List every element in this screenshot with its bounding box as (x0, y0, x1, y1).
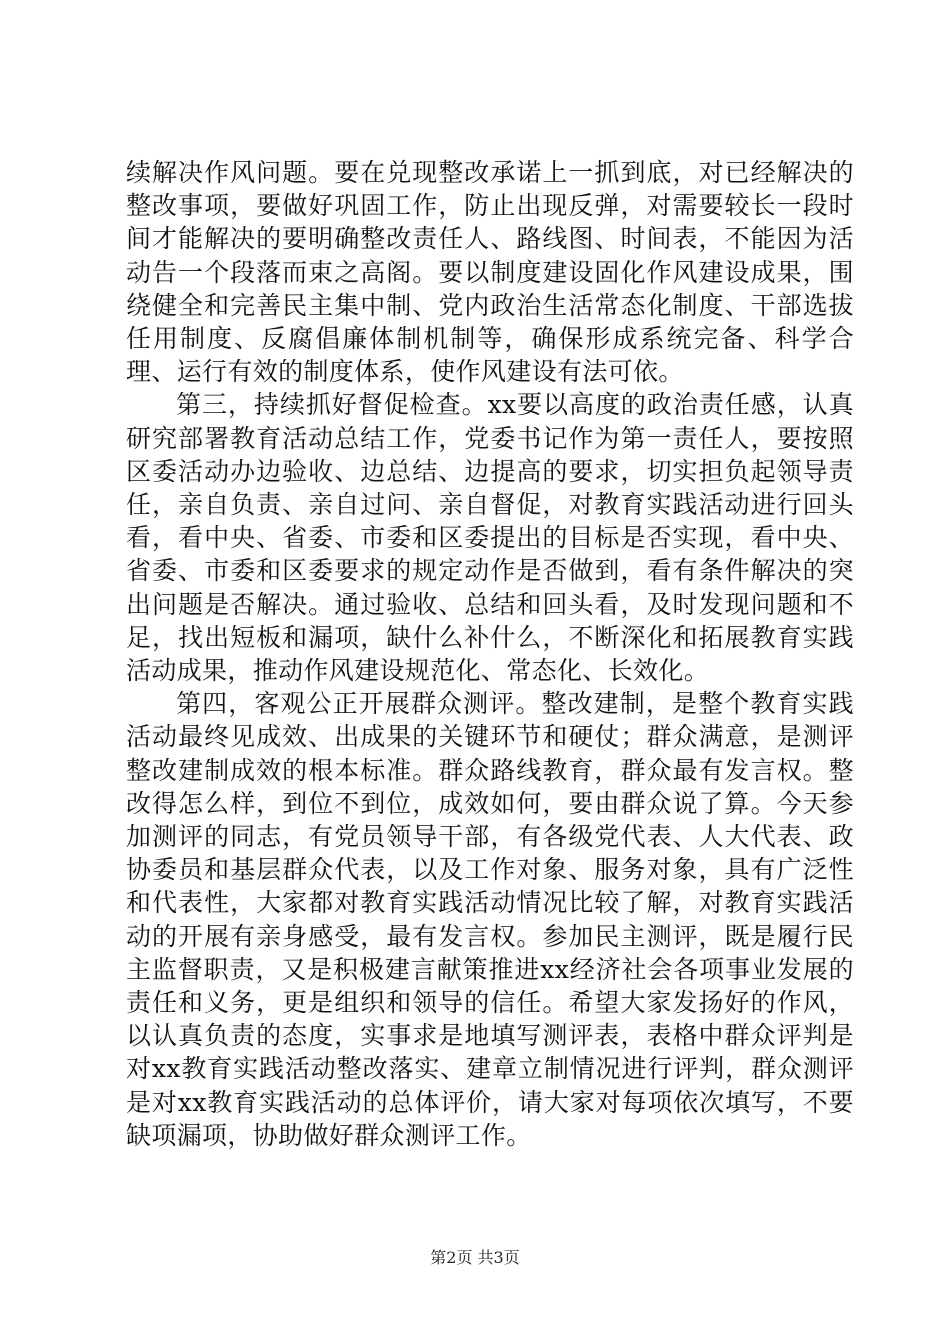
page-number-footer: 第2页 共3页 (430, 1248, 520, 1267)
paragraph-continuation: 续解决作风问题。要在兑现整改承诺上一抓到底，对已经解决的整改事项，要做好巩固工作，防止出现反弹，对需要较长一段时间才能解决的要明确整改责任人、路线图、时间表，不能因为活动告一个段落而束之高阁。要以制度建设固化作风建设成果，围绕健全和完善民主集中制、党内政治生活常态化制度、干部选拔任用制度、反腐倡廉体制机制等，确保形成系统完备、科学合理、运行有效的制度体系，使作风建设有法可依。 (126, 158, 854, 387)
document-body (126, 156, 854, 1152)
paragraph-third-point: 第三，持续抓好督促检查。xx要以高度的政治责任感，认真研究部署教育活动总结工作，党委书记作为第一责任人，要按照区委活动办边验收、边总结、边提高的要求，切实担负起领导责任，亲自负责、亲自过问、亲自督促，对教育实践活动进行回头看，看中央、省委、市委和区委提出的目标是否实现，看中央、省委、市委和区委要求的规定动作是否做到，看有条件解决的突出问题是否解决。通过验收、总结和回头看，及时发现问题和不足，找出短板和漏项，缺什么补什么，不断深化和拓展教育实践活动成果，推动作风建设规范化、常态化、长效化。 (126, 390, 854, 686)
paragraph-fourth-point: 第四，客观公正开展群众测评。整改建制，是整个教育实践活动最终见成效、出成果的关键环节和硬仗；群众满意，是测评整改建制成效的根本标准。群众路线教育，群众最有发言权。整改得怎么样，到位不到位，成效如何，要由群众说了算。今天参加测评的同志，有党员领导干部，有各级党代表、人大代表、政协委员和基层群众代表，以及工作对象、服务对象，具有广泛性和代表性，大家都对教育实践活动情况比较了解，对教育实践活动的开展有亲身感受，最有发言权。参加民主测评，既是履行民主监督职责，又是积极建言献策推进xx经济社会各项事业发展的责任和义务，更是组织和领导的信任。希望大家发扬好的作风，以认真负责的态度，实事求是地填写测评表，表格中群众评判是对xx教育实践活动整改落实、建章立制情况进行评判，群众测评是对xx教育实践活动的总体评价，请大家对每项依次填写，不要缺项漏项，协助做好群众测评工作。 (126, 689, 854, 1150)
